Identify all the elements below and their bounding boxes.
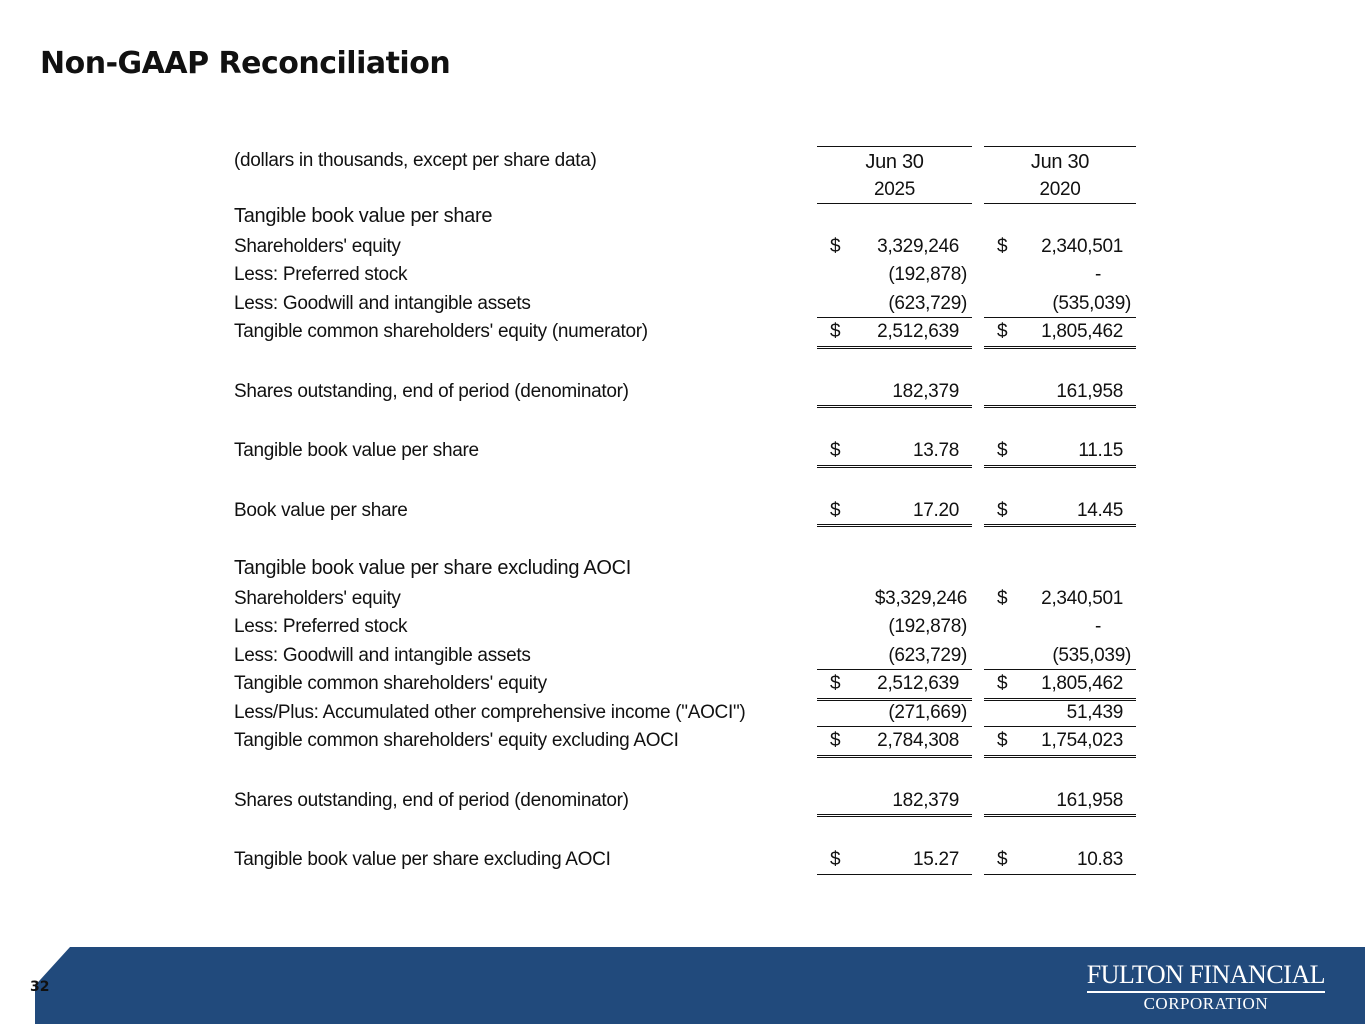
col1-header-month: Jun 30 bbox=[817, 146, 972, 176]
col1-header-year: 2025 bbox=[817, 175, 972, 205]
section-title: Tangible book value per share bbox=[234, 205, 493, 227]
col2-header-month: Jun 30 bbox=[984, 146, 1136, 176]
page-title: Non-GAAP Reconciliation bbox=[40, 46, 451, 81]
logo-line-2: CORPORATION bbox=[1143, 994, 1269, 1013]
section-title: Tangible book value per share excluding AOCI bbox=[234, 557, 632, 579]
company-logo bbox=[1087, 960, 1325, 1015]
unit-note: (dollars in thousands, except per share data) bbox=[234, 150, 597, 171]
page-number: 32 bbox=[30, 979, 50, 995]
col2-header-year: 2020 bbox=[984, 175, 1136, 205]
logo-line-1: FULTON FINANCIAL bbox=[1087, 960, 1325, 993]
